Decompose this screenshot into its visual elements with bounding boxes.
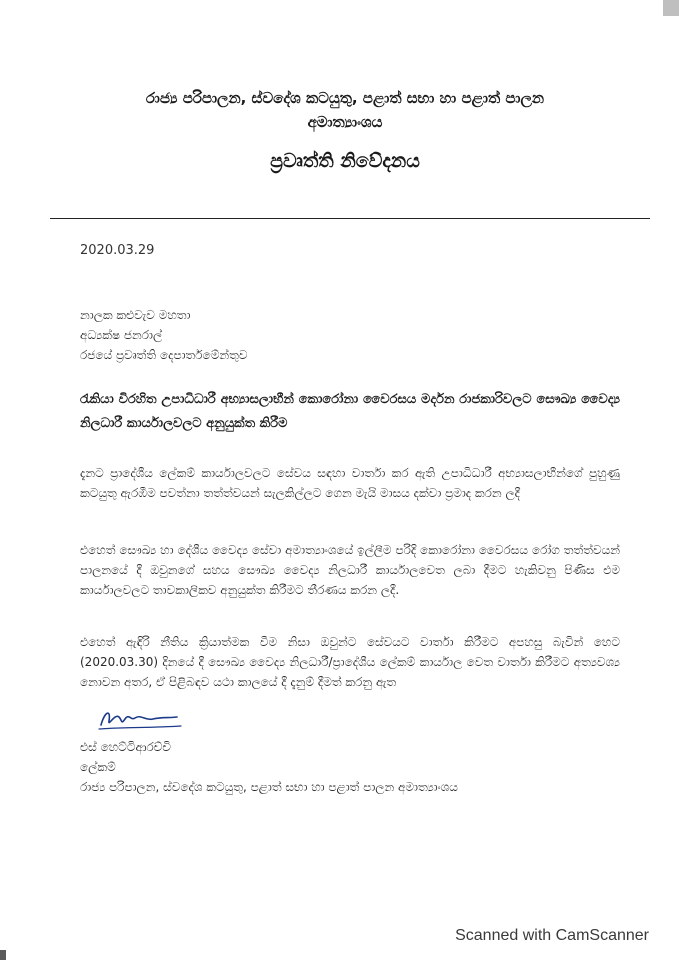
addressee-name: නාලක කළුවැව මහතා: [80, 308, 191, 322]
page-title: ප්‍රවෘත්ති නිවේදනය: [270, 150, 420, 172]
signatory-title: ලේකම්: [80, 760, 116, 774]
scan-corner-mark: [663, 0, 679, 16]
ministry-header: [80, 86, 610, 134]
signatory-name: එස් හෙට්ටිආරච්චි: [80, 740, 172, 754]
scan-edge-mark: [0, 950, 6, 960]
header-divider: [50, 218, 650, 219]
signatory-ministry: රාජ්‍ය පරිපාලන, ස්වදේශ කටයුතු, පළාත් සභා හා පළාත් පාලන අමාත්‍යාංශය: [80, 780, 458, 794]
addressee-department: රජයේ ප්‍රවෘත්ති දෙපාර්තමේන්තුව: [80, 348, 248, 362]
signature-icon: [95, 705, 185, 733]
body-paragraph-1: දැනට ප්‍රාදේශීය ලේකම් කාර්යාලවලට සේවය සඳහා වාර්තා කර ඇති උපාධිධාරී අභ්‍යාසලාභීන්ගේ පුහුණු කටයුතු ඇරඹීම පවත්නා තත්ත්වයන් සැලකිල්ලට ගෙන මැයි මාසය දක්වා ප්‍රමාද කරන ලදී: [80, 466, 620, 500]
ministry-name-line1: රාජ්‍ය පරිපාලන, ස්වදේශ කටයුතු, පළාත් සභා හා පළාත් පාලන: [145, 89, 545, 107]
subject-heading: රැකියා විරහිත උපාධිධාරී අභ්‍යාසලාභීන් කොරෝනා වෛරසය මර්දන රාජකාරිවලට සෞඛ්‍ය වෛද්‍ය නිලධාරී කාර්යාලවලට අනුයුක්ත කිරීම: [80, 392, 620, 431]
scanner-watermark: Scanned with CamScanner: [455, 927, 649, 944]
ministry-name-line2: අමාත්‍යාංශය: [307, 113, 383, 131]
addressee-position: අධ්‍යක්ෂ ජනරාල්: [80, 328, 163, 342]
document-date: 2020.03.29: [80, 243, 155, 258]
signatory-block: [80, 737, 458, 797]
body-paragraph-2: එහෙත් සෞඛ්‍ය හා දේශීය වෛද්‍ය සේවා අමාත්‍යාංශයේ ඉල්ලීම පරිදි කොරෝනා වෛරසය රෝග තත්ත්වයන් පාලනයේ දී ඔවුනගේ සහය සෞඛ්‍ය වෛද්‍ය නිලධාරී කාර්යාලවෙත ලබා දීමට හැකිවනු පිණිස එම කාර්යාලවලට තාවකාලිකව අනුයුක්ත කිරීමට තීරණය කරන ලදී.: [80, 543, 620, 597]
body-paragraph-3: එහෙත් ඇඳිරි නීතිය ක්‍රියාත්මක වීම නිසා ඔවුන්ට සේවයට වාර්තා කිරීමට අපහසු බැවින් හෙට (2020.03.30) දිනයේ දී සෞඛ්‍ය වෛද්‍ය නිලධාරී/ප්‍රාදේශීය ලේකම් කාර්යාල වෙත වාර්තා කිරීමට අත්‍යවශ්‍ය නොවන අතර, ඒ පිළිබඳව යථා කාලයේ දී දැනුම් දීමත් කරනු ඇත: [80, 635, 620, 689]
addressee-block: [80, 305, 247, 365]
